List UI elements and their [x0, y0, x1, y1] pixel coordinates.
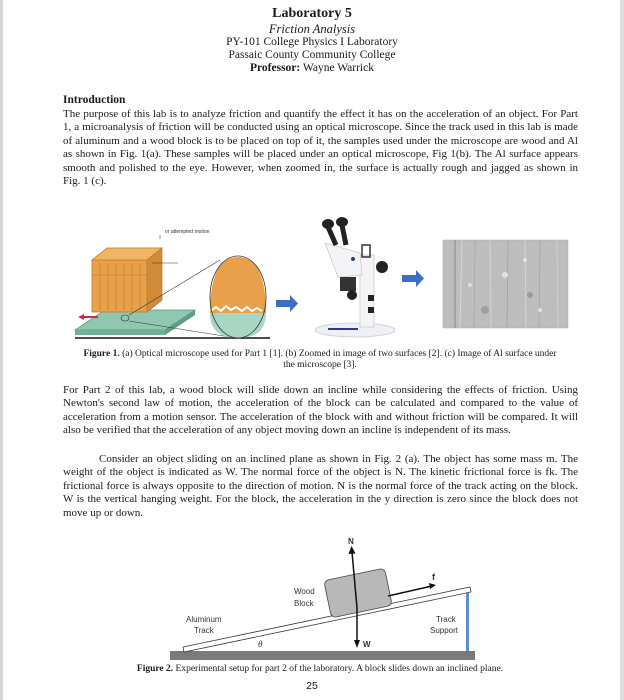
microscope-illustration: [315, 217, 395, 337]
support-label-line1: Track: [436, 615, 456, 624]
document-header: [0, 6, 624, 75]
friction-force-label: f: [432, 572, 435, 582]
normal-force-label: N: [348, 537, 354, 546]
figure-2: [160, 530, 480, 660]
professor-label: Professor:: [250, 62, 301, 74]
al-surface-micrograph: [443, 240, 568, 328]
zoomed-surface-illustration: [210, 256, 266, 338]
figure-1-label: Figure 1.: [83, 349, 120, 359]
motion-annotation: or attempted motion: [165, 229, 210, 235]
intro-paragraph-2: For Part 2 of this lab, a wood block will slide down an incline while considering the effects of friction. Using Newton's second law of motion, the acceleration of the block can be calculated and compared to the value of acceleration from a motion sensor. The acceleration of the block with and without friction will be compared. It will also be verified that the acceleration of any object moving down an incline is independent of its mass.: [63, 384, 578, 437]
ground: [170, 651, 475, 660]
weight-label: W: [363, 640, 371, 649]
intro-paragraph-3: [63, 453, 578, 520]
page-number: 25: [306, 680, 318, 692]
professor-line: [0, 62, 624, 75]
figure-1-caption-text: (a) Optical microscope used for Part 1 [1]. (b) Zoomed in image of two surfaces [2]. (c) Image of Al surface under the microscope [3].: [122, 349, 557, 370]
institution-name: Passaic County Community College: [228, 49, 396, 61]
angle-label: θ: [258, 639, 263, 649]
wood-block-label-line2: Block: [294, 599, 314, 608]
course-name: PY-101 College Physics I Laboratory: [226, 36, 398, 48]
friction-vector: [388, 583, 436, 596]
figure-2-caption-text: Experimental setup for part 2 of the laboratory. A block slides down an inclined plane.: [175, 664, 504, 674]
track-label-line1: Aluminum: [186, 615, 222, 624]
track-label-line2: Track: [194, 626, 214, 635]
lab-title: Laboratory 5: [272, 6, 352, 21]
intro-paragraph-3-text: Consider an object sliding on an inclined plane as shown in Fig. 2 (a). The object has some mass m. The weight of the object is indicated as W. The normal force of the object is N. The kinetic frictional force is fk. The frictional force is always opposite to the direction of motion. N is the normal force of the track acting on the block. W is the vertical hanging weight. For the block, the acceleration in the y direction is zero since the block does not move up or down.: [63, 453, 578, 519]
lab-subtitle: Friction Analysis: [268, 22, 356, 36]
right-arrow-icon: [276, 295, 298, 312]
introduction-heading: Introduction: [63, 94, 126, 106]
figure-2-label: Figure 2.: [136, 664, 174, 674]
track-support: [466, 589, 469, 651]
figure-1-caption: [80, 349, 560, 371]
intro-paragraph-1: The purpose of this lab is to analyze friction and quantify the effect it has on the acceleration of an object. For Part 1, a microanalysis of friction will be conducted using an optical microscope. Since the track used in this lab is made of aluminum and a wood block is to be placed on top of it, the samples used under the microscope are wood and Al as shown in Fig. 1(a). These samples will be placed under an optical microscope, Fig 1(b). The Al surface appears smooth and polished to the eye. However, when zoomed in, the surface is actually rough and jagged as shown in Fig. 1 (c).: [63, 108, 578, 188]
professor-name: Wayne Warrick: [302, 62, 374, 74]
figure-1: [70, 215, 570, 340]
support-label-line2: Support: [430, 626, 459, 635]
figure-2-caption: [60, 664, 580, 674]
right-arrow-icon: [402, 270, 424, 287]
wood-block-label-line1: Wood: [294, 587, 315, 596]
